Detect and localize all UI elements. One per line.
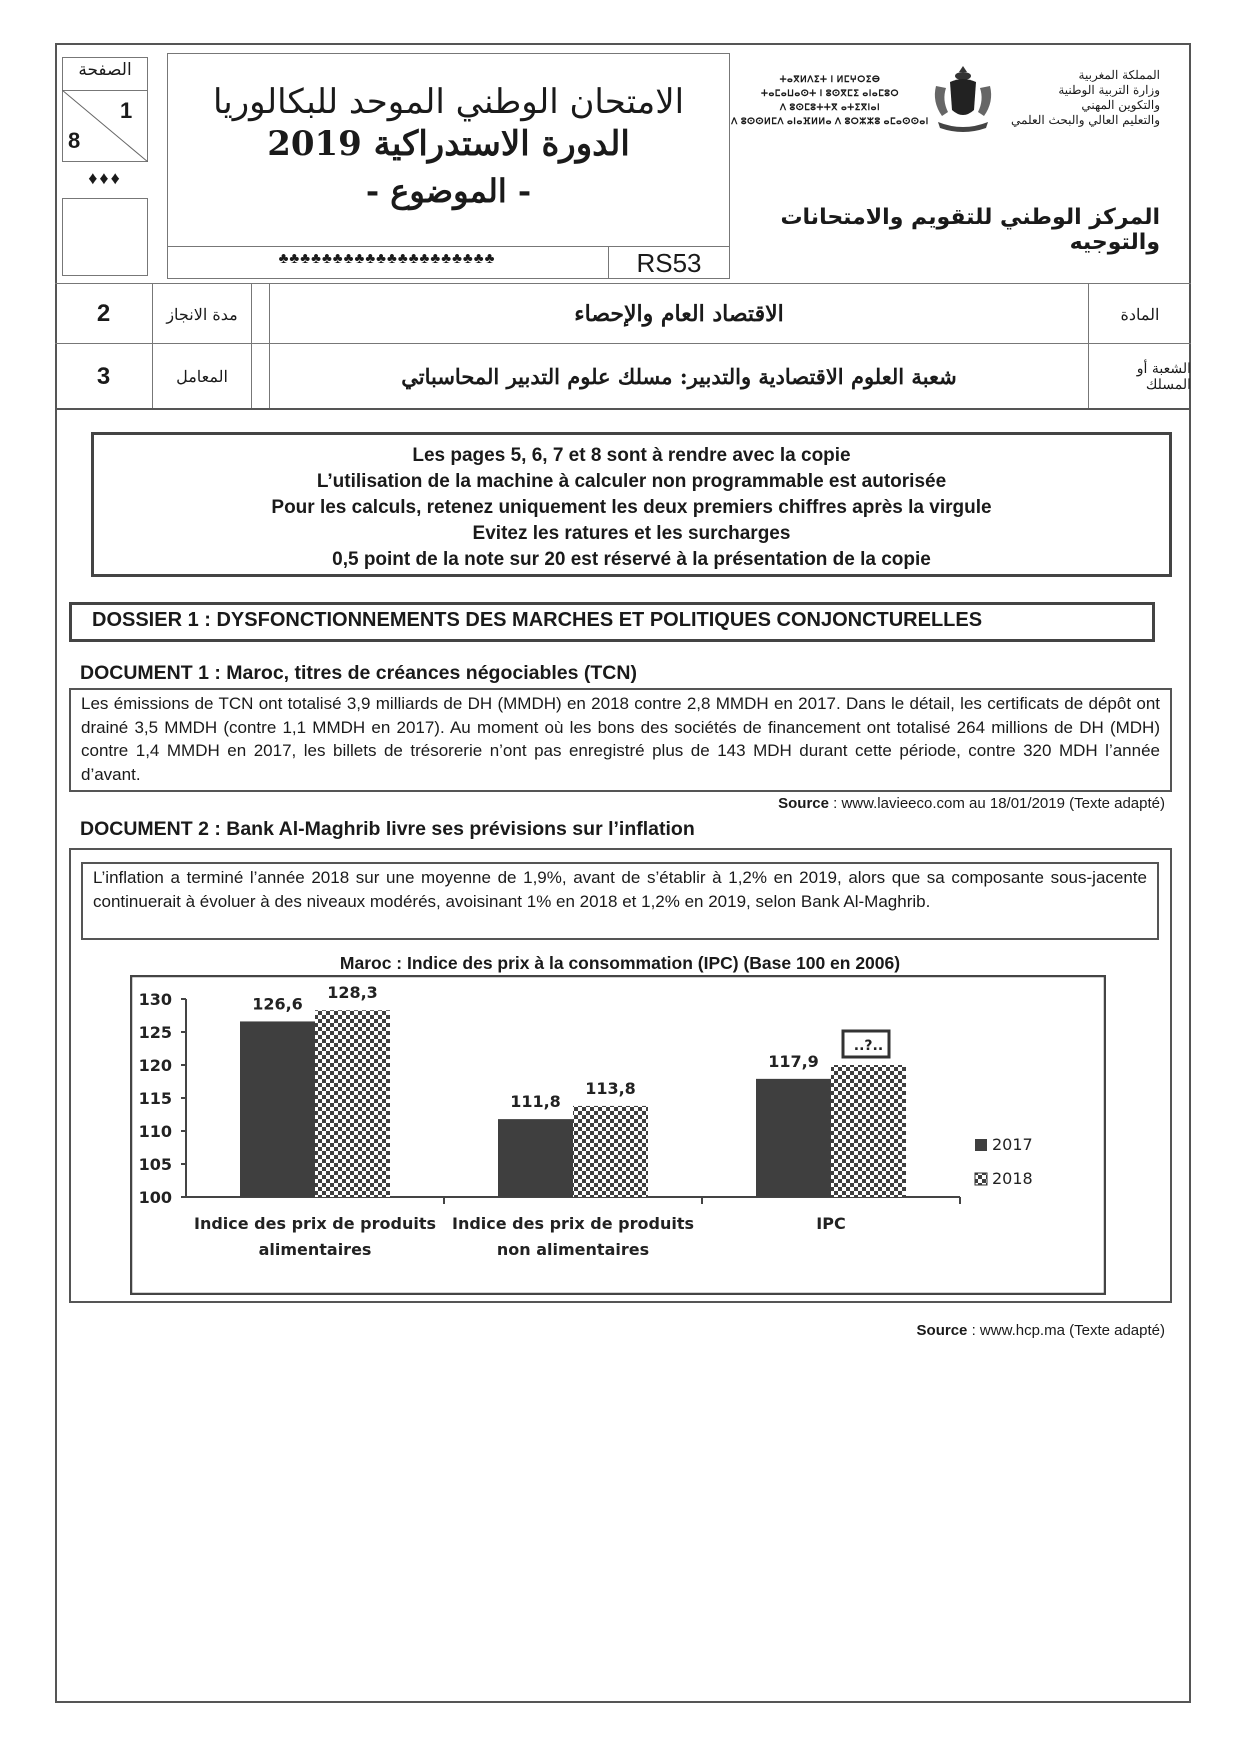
bar-2018 bbox=[315, 1010, 390, 1197]
info-row-subject bbox=[55, 283, 1191, 344]
exam-title: الامتحان الوطني الموحد للبكالوريا bbox=[212, 82, 685, 122]
exam-code: RS53 bbox=[636, 248, 702, 278]
dossier-title: DOSSIER 1 : DYSFONCTIONNEMENTS DES MARCHES ET POLITIQUES CONJONCTURELLES bbox=[69, 602, 1155, 642]
source-text: : www.hcp.ma (Texte adapté) bbox=[967, 1322, 1165, 1339]
track-label: الشعبة أو المسلك bbox=[1136, 360, 1191, 393]
instruction-line: L’utilisation de la machine à calculer non programmable est autorisée bbox=[316, 471, 947, 492]
coefficient-value: 3 bbox=[96, 362, 111, 390]
instruction-line: Les pages 5, 6, 7 et 8 sont à rendre avec la copie bbox=[412, 445, 851, 466]
data-label: ..?.. bbox=[853, 1038, 884, 1054]
info-row-track bbox=[55, 343, 1191, 409]
subject-label: المادة bbox=[1120, 304, 1160, 324]
title-separator bbox=[167, 246, 730, 247]
national-centre-name: المركز الوطني للتقويم والامتحانات والتوجيه bbox=[780, 205, 1160, 255]
ministry-line: المملكة المغربية bbox=[1078, 68, 1160, 82]
y-tick-label: 100 bbox=[138, 1188, 172, 1207]
tifinagh-line: ⵜⴰⴳⵍⴷⵉⵜ ⵏ ⵍⵎⵖⵔⵉⴱ bbox=[779, 74, 881, 84]
ministry-line: والتعليم العالي والبحث العلمي bbox=[1011, 113, 1160, 127]
document1-source bbox=[600, 795, 1165, 812]
diamonds-ornament: ♦♦♦ bbox=[88, 168, 122, 188]
source-label: Source bbox=[916, 1322, 968, 1339]
coefficient-label: المعامل bbox=[152, 344, 251, 409]
legend-label: 2017 bbox=[992, 1135, 1033, 1154]
chart-title: Maroc : Indice des prix à la consommation (IPC) (Base 100 en 2006) bbox=[339, 953, 901, 973]
document1-title: DOCUMENT 1 : Maroc, titres de créances négociables (TCN) bbox=[80, 662, 637, 684]
duration-value: 2 bbox=[96, 300, 111, 327]
document2-source bbox=[600, 1322, 1165, 1339]
exam-session: الدورة الاستدراكية 2019 bbox=[267, 124, 630, 164]
data-label: 111,8 bbox=[510, 1092, 561, 1112]
ministry-line: والتكوين المهني bbox=[1081, 98, 1160, 112]
y-tick-label: 130 bbox=[138, 990, 172, 1009]
info-table-gap bbox=[251, 283, 270, 408]
x-category-label: Indice des prix de produits bbox=[451, 1214, 695, 1233]
clubs-ornament: ♣♣♣♣♣♣♣♣♣♣♣♣♣♣♣♣♣♣♣♣ bbox=[278, 250, 496, 267]
duration-label: مدة الانجاز bbox=[152, 284, 251, 344]
subject-value: الاقتصاد العام والإحصاء bbox=[269, 284, 1089, 344]
bar-2018 bbox=[831, 1065, 906, 1197]
legend-swatch-2017 bbox=[975, 1139, 987, 1151]
instructions-box bbox=[91, 432, 1172, 577]
data-label: 113,8 bbox=[585, 1078, 636, 1098]
source-text: : www.lavieeco.com au 18/01/2019 (Texte adapté) bbox=[828, 795, 1165, 812]
instruction-line: 0,5 point de la note sur 20 est réservé à la présentation de la copie bbox=[332, 549, 931, 570]
x-category-label: IPC bbox=[816, 1214, 846, 1233]
exam-info-table bbox=[55, 283, 1191, 408]
bar-2017 bbox=[756, 1079, 831, 1197]
page-total: 8 bbox=[68, 128, 81, 153]
y-tick-label: 110 bbox=[138, 1122, 172, 1141]
data-label: 128,3 bbox=[327, 983, 378, 1003]
tifinagh-ministry-name bbox=[730, 72, 930, 128]
tifinagh-line: ⴷ ⵓⵙⵙⵍⵎⴷ ⴰⵏⴰⴼⵍⵍⴰ ⴷ ⵓⵔⵣⵣⵓ ⴰⵎⴰⵙⵙⴰⵏ bbox=[731, 116, 929, 126]
document2-text: L’inflation a terminé l’année 2018 sur une moyenne de 1,9%, avant de s’établir à 1,2% en 2019, alors que sa composante sous-jacente continuerait à évoluer à des niveaux modérés, avoisinant 1% en 2018 et 1,2% en 2019, selon Bank Al-Maghrib. bbox=[81, 862, 1159, 940]
blank-box bbox=[62, 198, 148, 276]
y-tick-label: 125 bbox=[138, 1023, 172, 1042]
tifinagh-line: ⴷ ⵓⵙⵎⵓⵜⵜⴳ ⴰⵜⵉⴳⵏⴰⵏ bbox=[779, 102, 881, 112]
instruction-line: Evitez les ratures et les surcharges bbox=[472, 523, 791, 544]
bar-2018 bbox=[573, 1106, 648, 1197]
bar-2017 bbox=[240, 1021, 315, 1197]
page-number: 1 bbox=[120, 98, 133, 123]
page-label: الصفحة bbox=[78, 60, 132, 80]
track-value: شعبة العلوم الاقتصادية والتدبير: مسلك علوم التدبير المحاسباتي bbox=[269, 344, 1089, 409]
coat-of-arms-icon bbox=[928, 62, 998, 137]
data-label: 126,6 bbox=[252, 994, 303, 1014]
x-category-label: Indice des prix de produits bbox=[193, 1214, 437, 1233]
y-tick-label: 115 bbox=[138, 1089, 172, 1108]
subject-tag: - الموضوع - bbox=[365, 172, 532, 210]
tifinagh-line: ⵜⴰⵎⴰⵡⴰⵙⵜ ⵏ ⵓⵙⴳⵎⵉ ⴰⵏⴰⵎⵓⵔ bbox=[761, 88, 899, 98]
bar-2017 bbox=[498, 1119, 573, 1197]
instruction-line: Pour les calculs, retenez uniquement les deux premiers chiffres après la virgule bbox=[271, 497, 992, 518]
x-category-label: alimentaires bbox=[258, 1240, 372, 1259]
ministry-line: وزارة التربية الوطنية bbox=[1058, 83, 1160, 97]
document1-text: Les émissions de TCN ont totalisé 3,9 milliards de DH (MMDH) en 2018 contre 2,8 MMDH en 2017. Dans le détail, les certificats de dépôt ont drainé 3,5 MMDH (contre 1,1 MMDH en 2017). Au moment où les bons des sociétés de financement ont totalisé 264 millions de DH (MDH) contre 1,4 MMDH en 2017, les billets de trésorerie n’ont pas enregistré plus de 143 MDH durant cette période, contre 320 MDH l’année d’avant. bbox=[69, 688, 1172, 792]
legend-label: 2018 bbox=[992, 1169, 1033, 1188]
document2-title: DOCUMENT 2 : Bank Al-Maghrib livre ses prévisions sur l’inflation bbox=[80, 818, 695, 840]
y-tick-label: 120 bbox=[138, 1056, 172, 1075]
header-bottom-rule bbox=[55, 408, 1191, 410]
y-tick-label: 105 bbox=[138, 1155, 172, 1174]
data-label: 117,9 bbox=[768, 1051, 819, 1071]
legend-swatch-2018 bbox=[975, 1173, 987, 1185]
ipc-bar-chart bbox=[130, 975, 1106, 1295]
ministry-name bbox=[1000, 68, 1160, 128]
source-label: Source bbox=[778, 795, 829, 812]
x-category-label: non alimentaires bbox=[496, 1240, 650, 1259]
